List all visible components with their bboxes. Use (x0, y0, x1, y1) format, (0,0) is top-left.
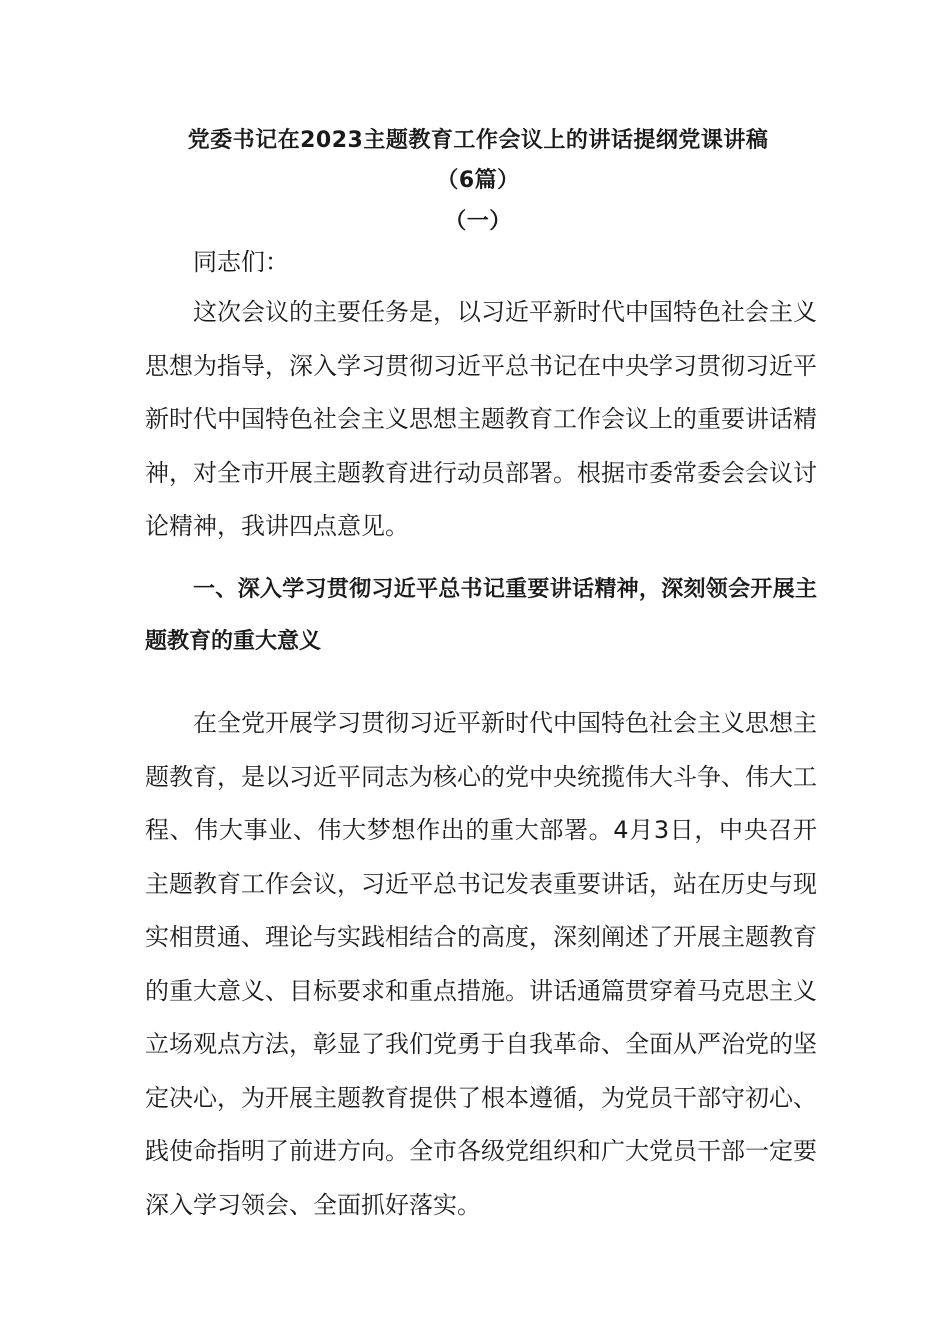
section-heading: 一、深入学习贯彻习近平总书记重要讲话精神，深刻领会开展主题教育的重大意义 (145, 577, 817, 654)
body-paragraph: 在全党开展学习贯彻习近平新时代中国特色社会主义思想主题教育，是以习近平同志为核心的党中央统揽伟大斗争、伟大工程、伟大事业、伟大梦想作出的重大部署。4月3日，中央召开主题教育工作会议，习近平总书记发表重要讲话，站在历史与现实相贯通、理论与实践相结合的高度，深刻阐述了开展主题教育的重大意义、目标要求和重点措施。讲话通篇贯穿着马克思主义立场观点方法，彰显了我们党勇于自我革命、全面从严治党的坚定决心，为开展主题教育提供了根本遵循，为党员干部守初心、践使命指明了前进方向。全市各级党组织和广大党员干部一定要深入学习领会、全面抓好落实。 (145, 709, 817, 1219)
greeting: 同志们： (193, 248, 289, 276)
section-number: （一） (444, 209, 512, 234)
document-title-count: （6篇） (436, 168, 520, 193)
document-title: 党委书记在2023主题教育工作会议上的讲话提纲党课讲稿 (187, 128, 769, 153)
intro-paragraph: 这次会议的主要任务是，以习近平新时代中国特色社会主义思想为指导，深入学习贯彻习近平总书记在中央学习贯彻习近平新时代中国特色社会主义思想主题教育工作会议上的重要讲话精神，对全市开展主题教育进行动员部署。根据市委常委会会议讨论精神，我讲四点意见。 (145, 298, 817, 540)
